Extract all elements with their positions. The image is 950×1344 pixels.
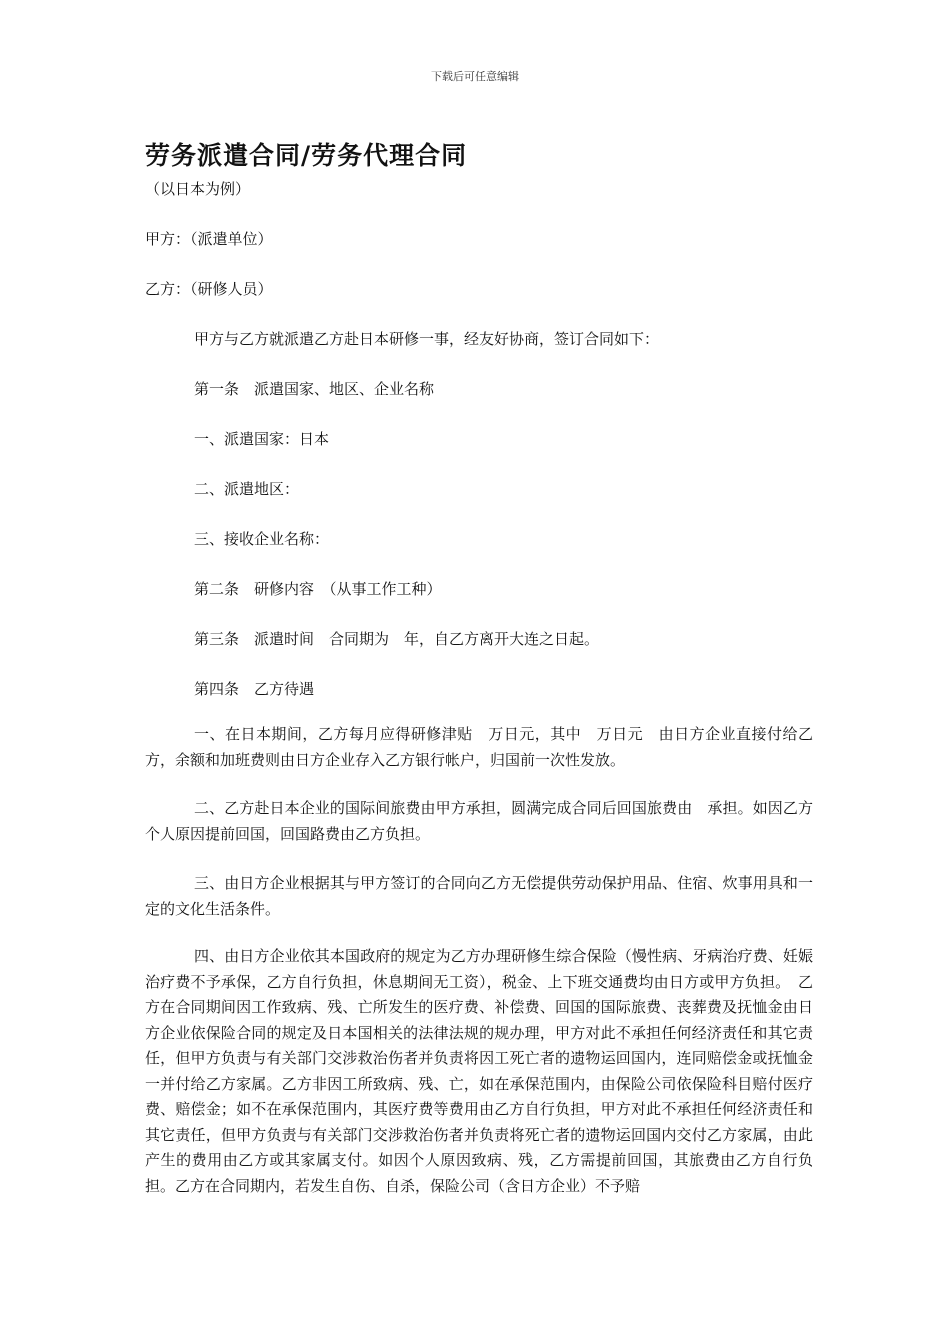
party-b-line: 乙方：（研修人员） bbox=[145, 280, 273, 298]
article-3-heading: 第三条 派遣时间 合同期为 年，自乙方离开大连之日起。 bbox=[194, 630, 600, 648]
header-note: 下载后可任意编辑 bbox=[431, 70, 519, 83]
article-1-item-2: 二、派遣地区： bbox=[194, 480, 300, 498]
article-1-item-1: 一、派遣国家：日本 bbox=[194, 430, 330, 448]
article-4-paragraph-3: 三、由日方企业根据其与甲方签订的合同向乙方无偿提供劳动保护用品、住宿、炊事用具和一定的文化生活条件。 bbox=[145, 874, 813, 918]
article-1-heading: 第一条 派遣国家、地区、企业名称 bbox=[194, 380, 435, 398]
article-4-paragraph-1: 一、在日本期间，乙方每月应得研修津贴 万日元，其中 万日元 由日方企业直接付给乙方，余额和加班费则由日方企业存入乙方银行帐户，归国前一次性发放。 bbox=[145, 725, 813, 769]
article-1-item-3: 三、接收企业名称： bbox=[194, 530, 330, 548]
party-a-line: 甲方：（派遣单位） bbox=[145, 230, 273, 248]
article-4-heading: 第四条 乙方待遇 bbox=[194, 680, 315, 698]
document-subtitle: （以日本为例） bbox=[145, 180, 251, 198]
article-4-paragraph-4: 四、由日方企业依其本国政府的规定为乙方办理研修生综合保险（慢性病、牙病治疗费、妊娠治疗费不予承保，乙方自行负担，休息期间无工资），税金、上下班交通费均由日方或甲方负担。 乙方在合同期间因工作致病、残、亡所发生的医疗费、补偿费、回国的国际旅费、丧葬费及抚恤金由日方企业依保险合同的规定及日本国相关的法律法规的规办理，甲方对此不承担任何经济责任和其它责任，但甲方负责与有关部门交涉救治伤者并负责将因工死亡者的遗物运回国内，连同赔偿金或抚恤金一并付给乙方家属。乙方非因工所致病、残、亡，如在承保范围内，由保险公司依保险科目赔付医疗费、赔偿金；如不在承保范围内，其医疗费等费用由乙方自行负担，甲方对此不承担任何经济责任和其它责任，但甲方负责与有关部门交涉救治伤者并负责将死亡者的遗物运回国内交付乙方家属，由此产生的费用由乙方或其家属支付。如因个人原因致病、残，乙方需提前回国，其旅费由乙方自行负担。乙方在合同期内，若发生自伤、自杀，保险公司（含日方企业）不予赔 bbox=[145, 947, 813, 1195]
document-title: 劳务派遣合同/劳务代理合同 bbox=[145, 141, 468, 170]
article-4-paragraph-2: 二、乙方赴日本企业的国际间旅费由甲方承担，圆满完成合同后回国旅费由 承担。如因乙方个人原因提前回国，回国路费由乙方负担。 bbox=[145, 799, 813, 843]
article-2-heading: 第二条 研修内容 （从事工作工种） bbox=[194, 580, 442, 598]
intro-paragraph: 甲方与乙方就派遣乙方赴日本研修一事，经友好协商，签订合同如下： bbox=[194, 330, 660, 348]
